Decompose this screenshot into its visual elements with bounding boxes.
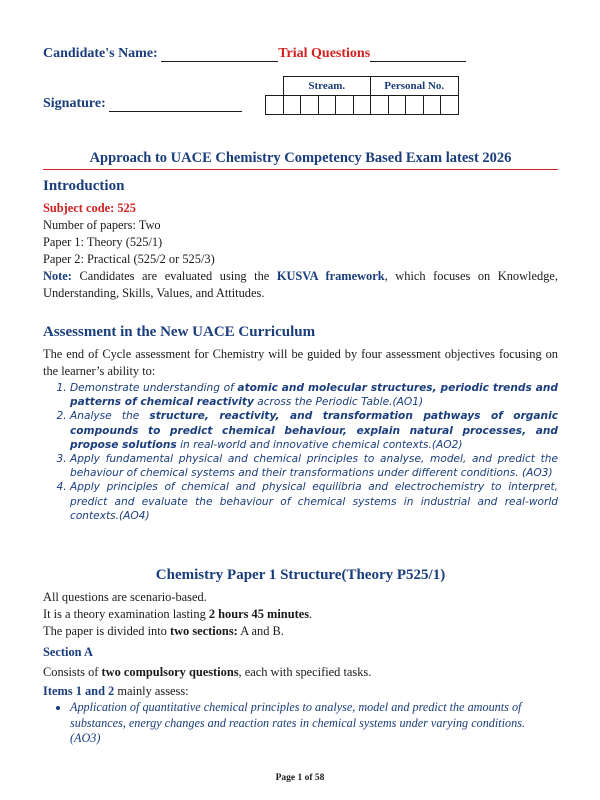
consists-line: Consists of two compulsory questions, each with specified tasks. (43, 665, 372, 679)
grid-cell[interactable] (336, 96, 354, 115)
assessment-lead: The end of Cycle assessment for Chemistry will be guided by four assessment objectives focusing on the learner’s ability to: (43, 347, 558, 378)
assessment-bullets (43, 700, 558, 747)
personal-no-label: Personal No. (371, 77, 459, 96)
duration-line: It is a theory examination lasting 2 hours 45 minutes. (43, 607, 313, 621)
number-of-papers: Number of papers: Two (43, 218, 161, 232)
introduction-body (43, 200, 558, 302)
kusva-framework: KUSVA framework (276, 269, 385, 283)
signature-blank-line (109, 97, 242, 112)
note-label: Note: (43, 269, 72, 283)
grid-cell[interactable] (423, 96, 441, 115)
name-blank-line (161, 47, 278, 62)
document-title: Approach to UACE Chemistry Competency Based Exam latest 2026 (43, 150, 558, 170)
paper1-body (43, 589, 558, 747)
section-a-heading: Section A (43, 645, 93, 659)
objectives-list (43, 381, 558, 523)
stream-label: Stream. (283, 77, 371, 96)
bullet-item: • Application of quantitative chemical principles to analyse, model and predict the amounts of substances, energy changes and reaction rates in chemical systems under varying conditions. (AO3) (70, 700, 558, 747)
candidate-name-value: Trial Questions (278, 46, 371, 61)
candidate-name-row (43, 46, 466, 62)
stream-personal-grid (265, 76, 459, 115)
page-number: Page 1 of 58 (275, 773, 325, 783)
scenario-line: All questions are scenario-based. (43, 590, 207, 604)
items-line: Items 1 and 2 mainly assess: (43, 684, 189, 698)
sections-line: The paper is divided into two sections: A and B. (43, 624, 284, 638)
grid-cell[interactable] (266, 96, 284, 115)
grid-cell[interactable] (283, 96, 301, 115)
paper2-line: Paper 2: Practical (525/2 or 525/3) (43, 252, 215, 266)
name-blank-line-2 (370, 47, 466, 62)
note-paragraph: Note: Candidates are evaluated using the KUSVA framework, which focuses on Knowledge, Understanding, Skills, Values, and Attitudes. (43, 269, 558, 300)
grid-cell[interactable] (388, 96, 406, 115)
objective-item: 1. Demonstrate understanding of atomic and molecular structures, periodic trends and patterns of chemical reactivity across the Periodic Table.(AO1) (70, 381, 558, 409)
grid-cell[interactable] (371, 96, 389, 115)
grid-cell[interactable] (353, 96, 371, 115)
grid-cell[interactable] (318, 96, 336, 115)
candidate-name-label: Candidate's Name: (43, 46, 158, 61)
signature-row (43, 96, 242, 112)
objective-item: 4. Apply principles of chemical and physical equilibria and electrochemistry to interpret, predict and evaluate the behaviour of chemical systems in industrial and real-world contexts.(AO4) (70, 480, 558, 523)
paper1-structure-heading: Chemistry Paper 1 Structure(Theory P525/1) (155, 567, 446, 583)
subject-code: Subject code: 525 (43, 201, 136, 215)
objective-item: 2. Analyse the structure, reactivity, and transformation pathways of organic compounds to predict chemical behaviour, explain natural processes, and propose solutions in real-world and innovative chemical contexts.(AO2) (70, 409, 558, 452)
grid-cell[interactable] (406, 96, 424, 115)
paper1-line: Paper 1: Theory (525/1) (43, 235, 163, 249)
grid-cell[interactable] (441, 96, 459, 115)
grid-cell[interactable] (301, 96, 319, 115)
introduction-heading: Introduction (43, 178, 125, 194)
signature-label: Signature: (43, 96, 106, 111)
objective-item: 3. Apply fundamental physical and chemical principles to analyse, model, and predict the behaviour of chemical systems and their transformations under different conditions. (AO3) (70, 452, 558, 480)
assessment-heading: Assessment in the New UACE Curriculum (43, 324, 316, 340)
objectives-block (43, 381, 558, 523)
